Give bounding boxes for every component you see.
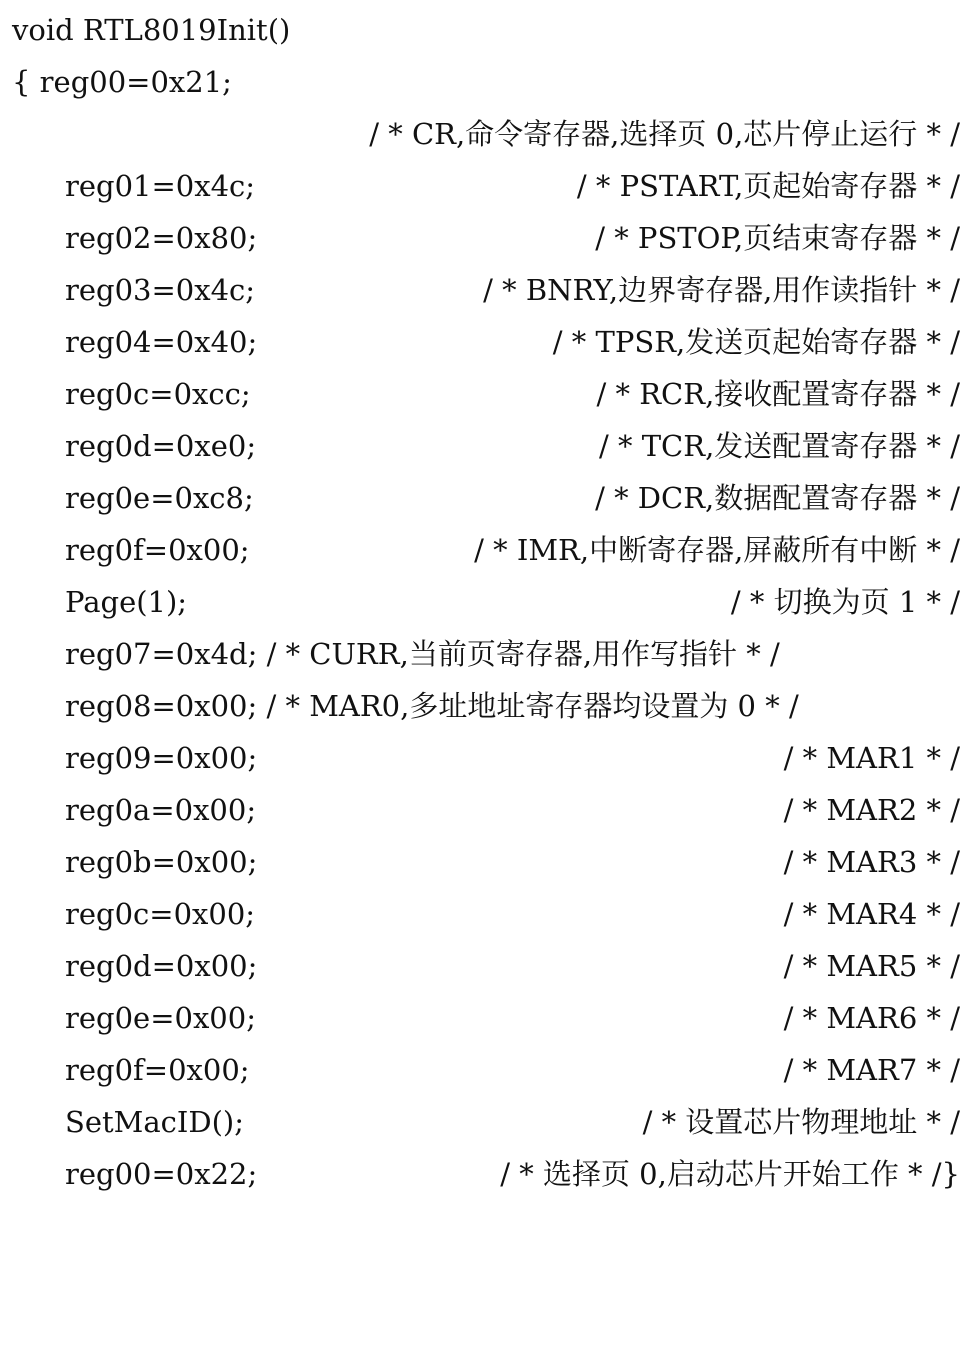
code-text: reg09=0x00;	[65, 741, 258, 775]
comment-text: / * IMR,中断寄存器,屏蔽所有中断 * /	[474, 533, 960, 567]
code-text: reg04=0x40;	[65, 325, 258, 359]
code-line	[0, 212, 974, 265]
comment-text: / * MAR4 * /	[783, 897, 960, 931]
comment-text: / * 切换为页 1 * /	[730, 585, 960, 619]
code-text: reg07=0x4d; / * CURR,当前页寄存器,用作写指针 * /	[65, 637, 780, 671]
code-line	[0, 992, 974, 1045]
code-line	[0, 888, 974, 941]
code-line	[0, 1044, 974, 1097]
comment-text: / * BNRY,边界寄存器,用作读指针 * /	[483, 273, 960, 307]
comment-text: / * MAR5 * /	[783, 949, 960, 983]
code-line	[0, 680, 974, 733]
comment-text: / * TPSR,发送页起始寄存器 * /	[552, 325, 960, 359]
code-line	[0, 940, 974, 993]
comment-text: / * PSTART,页起始寄存器 * /	[576, 169, 960, 203]
code-line	[0, 472, 974, 525]
code-text: reg03=0x4c;	[65, 273, 256, 307]
code-line	[0, 160, 974, 213]
comment-text: / * MAR3 * /	[783, 845, 960, 879]
code-text: reg0d=0x00;	[65, 949, 258, 983]
comment-text: / * 设置芯片物理地址 * /	[642, 1105, 960, 1139]
code-text: reg0a=0x00;	[65, 793, 257, 827]
comment-text: / * MAR7 * /	[783, 1053, 960, 1087]
code-text: reg0b=0x00;	[65, 845, 258, 879]
code-line	[0, 628, 974, 681]
comment-text: / * TCR,发送配置寄存器 * /	[599, 429, 960, 463]
code-text: reg08=0x00; / * MAR0,多址地址寄存器均设置为 0 * /	[65, 689, 799, 723]
comment-text: / * PSTOP,页结束寄存器 * /	[595, 221, 960, 255]
code-line	[0, 784, 974, 837]
first-register-assignment: { reg00=0x21;	[12, 65, 232, 99]
comment-text: / * MAR1 * /	[783, 741, 960, 775]
code-text: reg0e=0x00;	[65, 1001, 256, 1035]
code-text: reg00=0x22;	[65, 1157, 258, 1191]
code-text: Page(1);	[65, 585, 188, 619]
comment-text: / * RCR,接收配置寄存器 * /	[596, 377, 960, 411]
code-line	[0, 524, 974, 577]
code-text: SetMacID();	[65, 1105, 245, 1139]
code-text: reg0f=0x00;	[65, 533, 250, 567]
function-signature-line	[0, 4, 974, 57]
code-line	[0, 1148, 974, 1201]
code-line	[0, 264, 974, 317]
function-body-open-line	[0, 56, 974, 109]
comment-text: / * 选择页 0,启动芯片开始工作 * /}	[500, 1157, 960, 1191]
code-text: reg0e=0xc8;	[65, 481, 254, 515]
code-text: reg0c=0x00;	[65, 897, 256, 931]
comment-text: / * MAR6 * /	[783, 1001, 960, 1035]
code-text: reg0f=0x00;	[65, 1053, 250, 1087]
code-line	[0, 836, 974, 889]
code-line	[0, 1096, 974, 1149]
code-text: reg02=0x80;	[65, 221, 258, 255]
code-line	[0, 420, 974, 473]
comment-text: / * MAR2 * /	[783, 793, 960, 827]
code-line	[0, 368, 974, 421]
code-line	[0, 576, 974, 629]
code-line	[0, 732, 974, 785]
code-text: reg0c=0xcc;	[65, 377, 251, 411]
comment-text: / * CR,命令寄存器,选择页 0,芯片停止运行 * /	[369, 117, 960, 151]
code-text: reg0d=0xe0;	[65, 429, 257, 463]
function-signature: void RTL8019Init()	[12, 13, 291, 47]
code-text: reg01=0x4c;	[65, 169, 256, 203]
comment-line	[0, 108, 974, 161]
code-line	[0, 316, 974, 369]
comment-text: / * DCR,数据配置寄存器 * /	[595, 481, 960, 515]
